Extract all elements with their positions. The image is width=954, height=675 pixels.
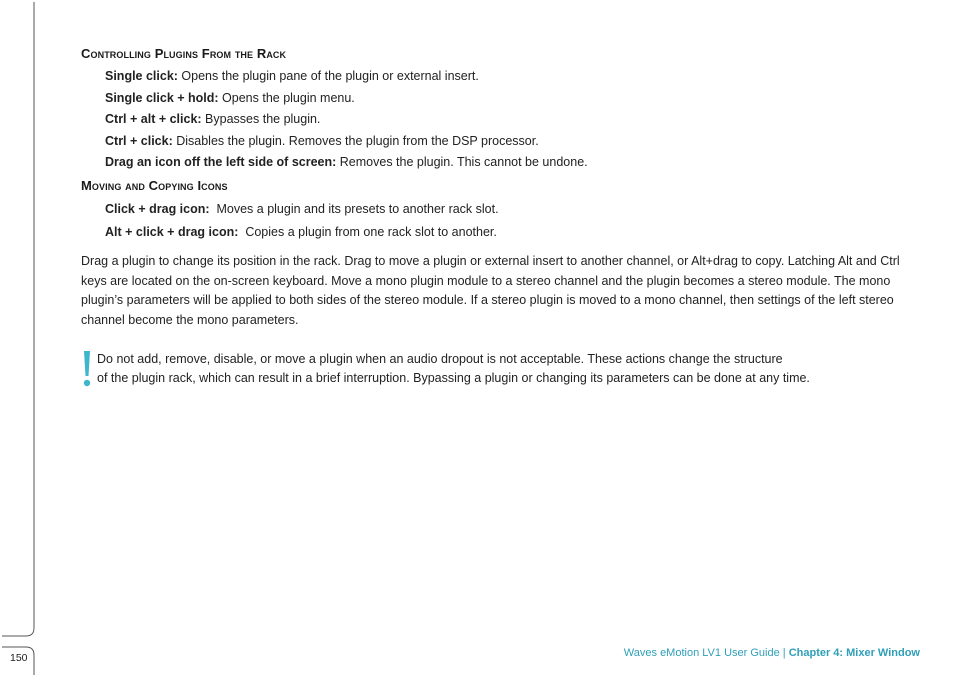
footer: [624, 647, 920, 659]
list-item: [105, 112, 320, 126]
item-term: Single click + hold:: [105, 91, 219, 105]
item-term: Ctrl + click:: [105, 134, 173, 148]
page-number: 150: [10, 652, 28, 664]
item-text: Opens the plugin menu.: [218, 91, 355, 105]
item-text: Disables the plugin. Removes the plugin from the DSP processor.: [172, 134, 539, 148]
footer-guide-title: Waves eMotion LV1 User Guide: [623, 647, 780, 659]
item-text: Bypasses the plugin.: [201, 112, 321, 126]
note-line-1: Do not add, remove, disable, or move a plugin when an audio dropout is not acceptable. These actions change the structure: [97, 352, 783, 366]
item-text: Copies a plugin from one rack slot to another.: [238, 225, 497, 239]
item-term: Ctrl + alt + click:: [105, 112, 202, 126]
item-text: Opens the plugin pane of the plugin or external insert.: [177, 69, 479, 83]
section-heading-moving-copying: Moving and Copying Icons: [81, 178, 228, 193]
body-paragraph: Drag a plugin to change its position in the rack. Drag to move a plugin or external insert to another channel, or Alt+drag to copy. Latching Alt and Ctrl keys are located on the on-screen keyboard. Move a mono plugin module to a stereo channel and the plugin becomes a stereo module. The mono plugin’s parameters will be applied to both sides of the stereo module. If a stereo plugin is moved to a mono channel, then settings of the left stereo channel become the mono parameters.: [81, 254, 900, 327]
list-item: [105, 69, 479, 83]
note-line-2: of the plugin rack, which can result in a brief interruption. Bypassing a plugin or changing its parameters can be done at any time.: [97, 371, 810, 385]
item-term: Click + drag icon:: [105, 202, 210, 216]
warning-note: [97, 350, 897, 388]
list-item: [105, 225, 497, 239]
item-text: Moves a plugin and its presets to another rack slot.: [209, 202, 499, 216]
section-heading-controlling-plugins: Controlling Plugins From the Rack: [81, 46, 287, 61]
list-item: [105, 134, 539, 148]
footer-separator: |: [779, 647, 789, 659]
item-text: Removes the plugin. This cannot be undone.: [336, 155, 588, 169]
item-term: Single click:: [105, 69, 178, 83]
exclamation-icon: [81, 349, 93, 389]
list-item: [105, 202, 499, 216]
list-item: [105, 91, 355, 105]
item-term: Alt + click + drag icon:: [105, 225, 239, 239]
list-item: [105, 155, 588, 169]
item-term: Drag an icon off the left side of screen:: [105, 155, 337, 169]
footer-chapter: Chapter 4: Mixer Window: [788, 647, 920, 659]
